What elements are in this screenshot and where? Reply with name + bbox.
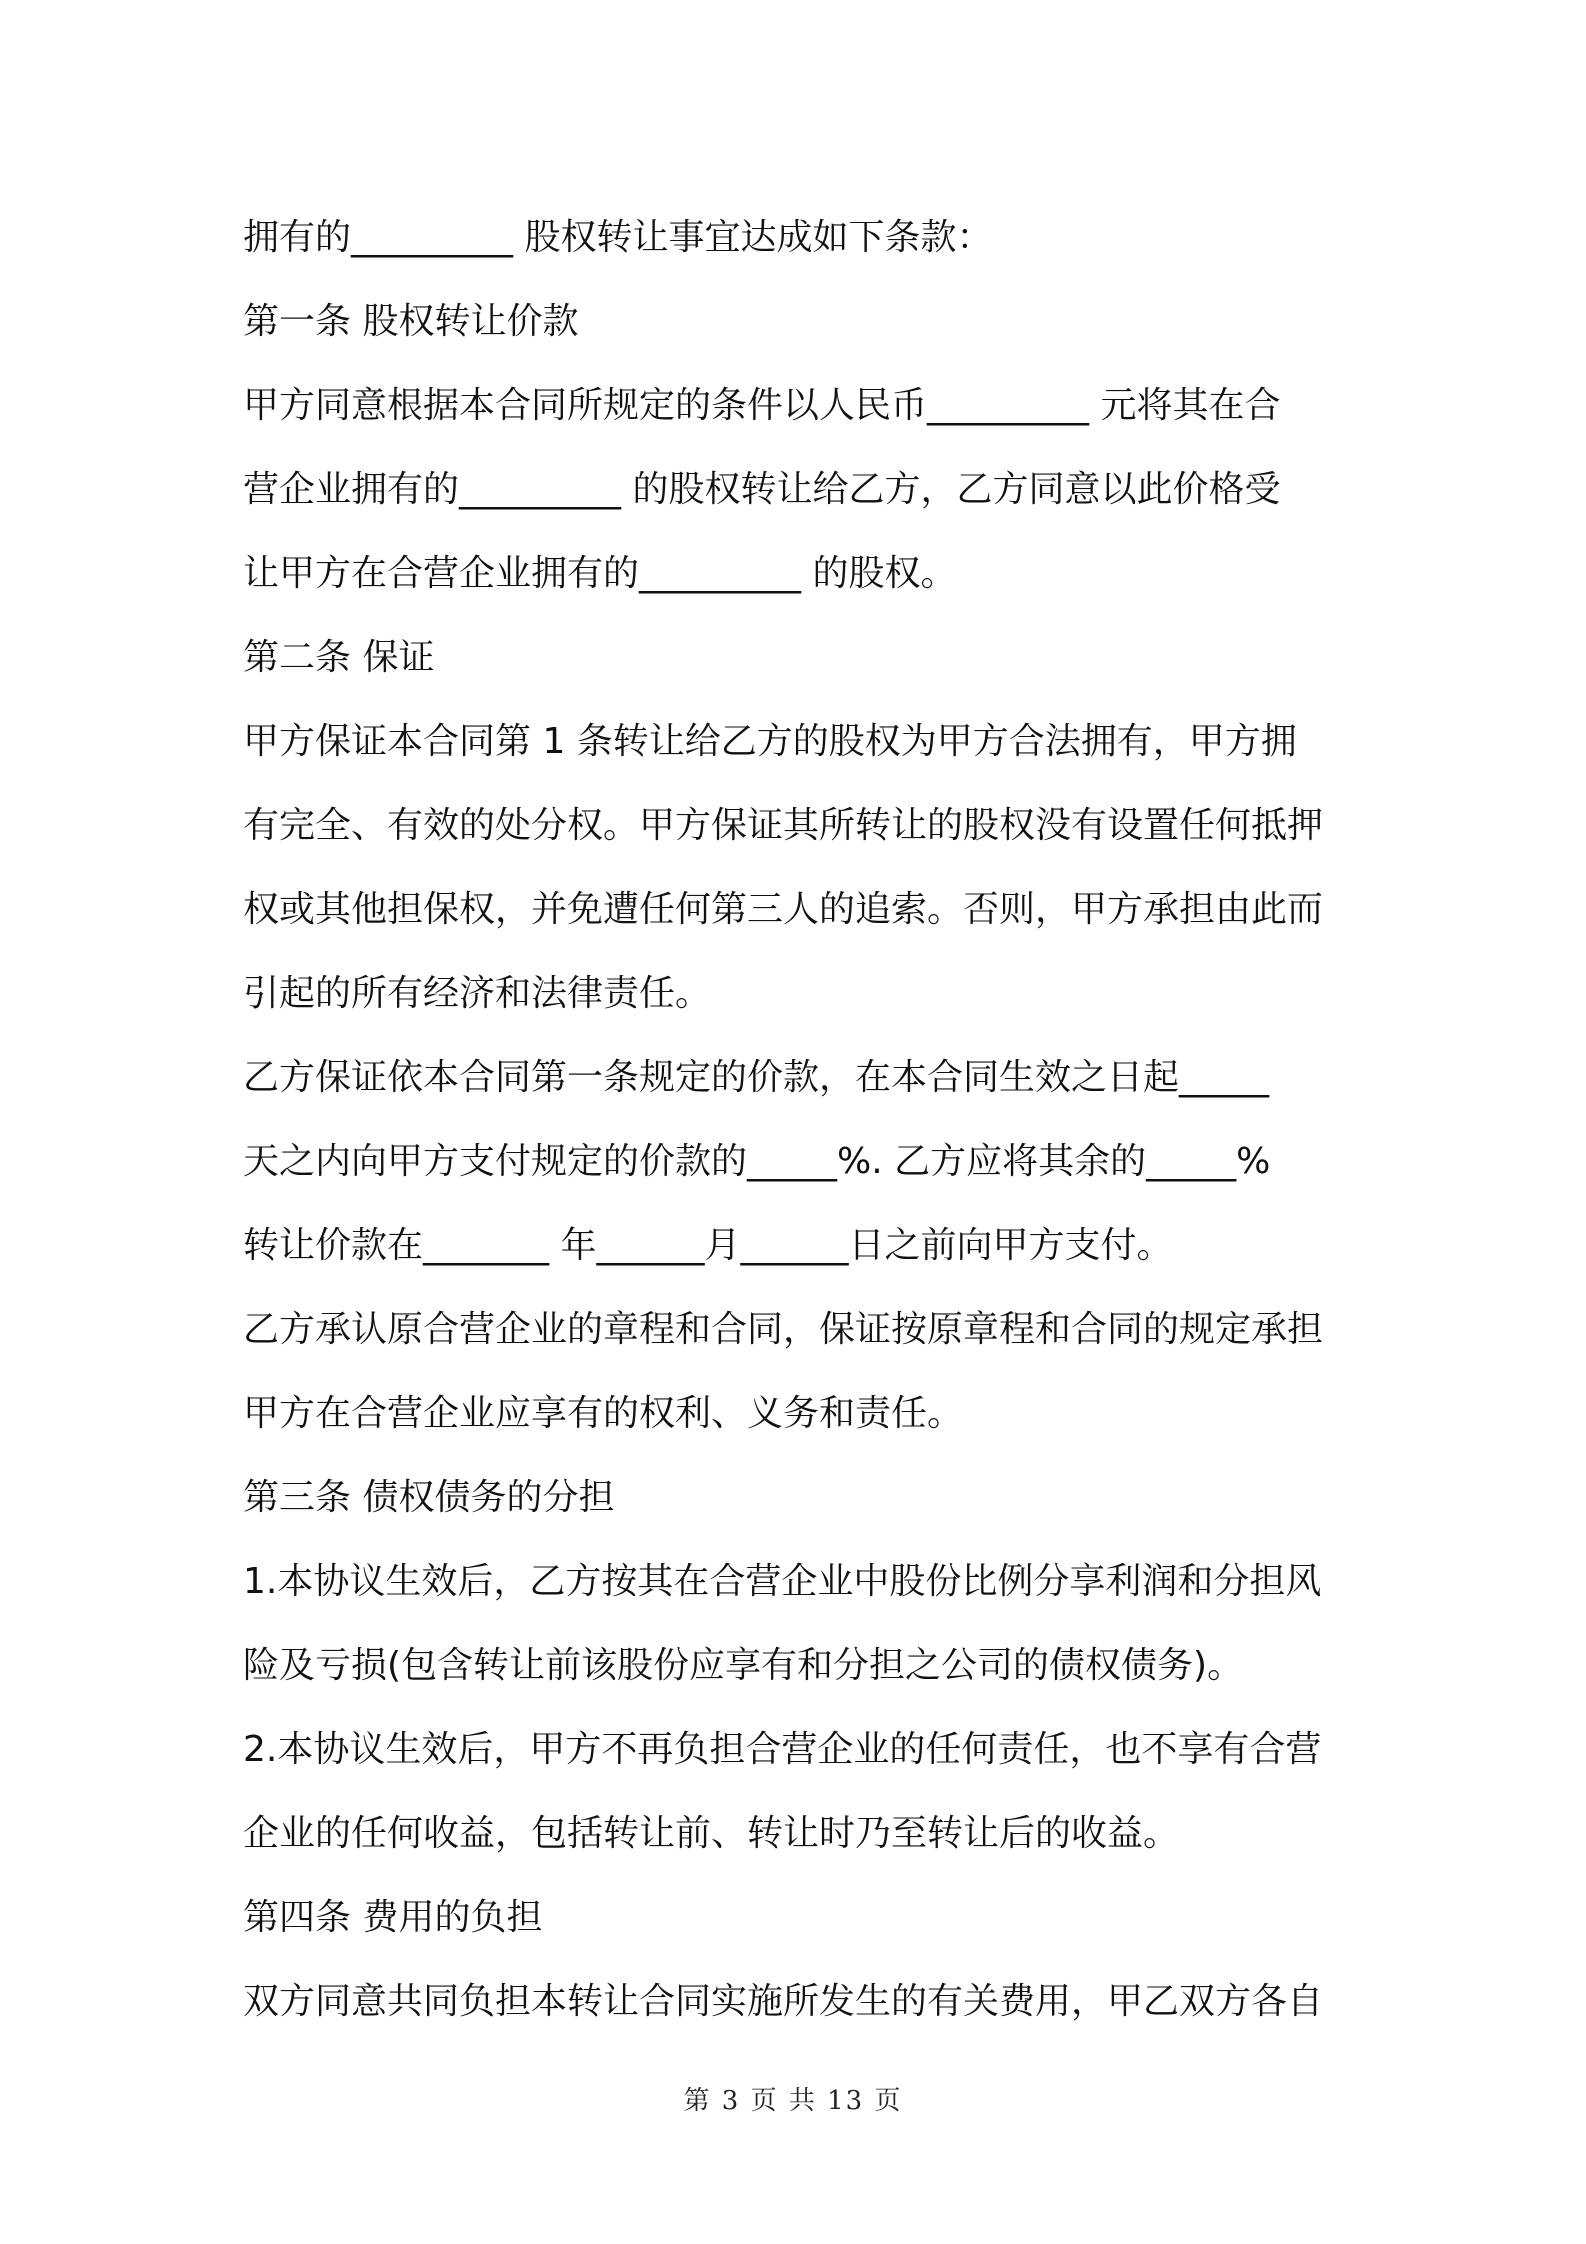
page-number-footer: 第 3 页 共 13 页 bbox=[683, 2086, 903, 2116]
body-line: 拥有的_________ 股权转让事宜达成如下条款： bbox=[243, 217, 993, 258]
section-heading: 第四条 费用的负担 bbox=[243, 1897, 543, 1938]
body-line: 让甲方在合营企业拥有的_________ 的股权。 bbox=[243, 553, 957, 594]
section-heading: 第三条 债权债务的分担 bbox=[243, 1477, 615, 1518]
body-line: 天之内向甲方支付规定的价款的_____%. 乙方应将其余的_____% bbox=[243, 1141, 1271, 1182]
body-line: 转让价款在_______ 年______月______日之前向甲方支付。 bbox=[243, 1225, 1173, 1266]
body-line: 乙方保证依本合同第一条规定的价款，在本合同生效之日起_____ bbox=[243, 1057, 1270, 1098]
section-heading: 第二条 保证 bbox=[243, 637, 435, 678]
body-line: 乙方承认原合营企业的章程和合同，保证按原章程和合同的规定承担 bbox=[243, 1309, 1324, 1350]
body-line: 有完全、有效的处分权。甲方保证其所转让的股权没有设置任何抵押 bbox=[243, 805, 1324, 846]
body-line: 甲方保证本合同第 1 条转让给乙方的股权为甲方合法拥有，甲方拥 bbox=[243, 721, 1297, 762]
body-line: 甲方在合营企业应享有的权利、义务和责任。 bbox=[243, 1393, 964, 1434]
body-line: 引起的所有经济和法律责任。 bbox=[243, 973, 712, 1014]
body-line: 企业的任何收益，包括转让前、转让时乃至转让后的收益。 bbox=[243, 1813, 1180, 1854]
body-line: 1.本协议生效后，乙方按其在合营企业中股份比例分享利润和分担风 bbox=[243, 1561, 1322, 1602]
body-line: 2.本协议生效后，甲方不再负担合营企业的任何责任，也不享有合营 bbox=[243, 1729, 1322, 1770]
section-heading: 第一条 股权转让价款 bbox=[243, 301, 579, 342]
body-line: 险及亏损(包含转让前该股份应享有和分担之公司的债权债务)。 bbox=[243, 1645, 1244, 1686]
body-line: 双方同意共同负担本转让合同实施所发生的有关费用，甲乙双方各自 bbox=[243, 1981, 1324, 2022]
document-body bbox=[243, 196, 1363, 2044]
body-line: 营企业拥有的_________ 的股权转让给乙方，乙方同意以此价格受 bbox=[243, 469, 1281, 510]
body-line: 权或其他担保权，并免遭任何第三人的追索。否则，甲方承担由此而 bbox=[243, 889, 1324, 930]
body-line: 甲方同意根据本合同所规定的条件以人民币_________ 元将其在合 bbox=[243, 385, 1281, 426]
